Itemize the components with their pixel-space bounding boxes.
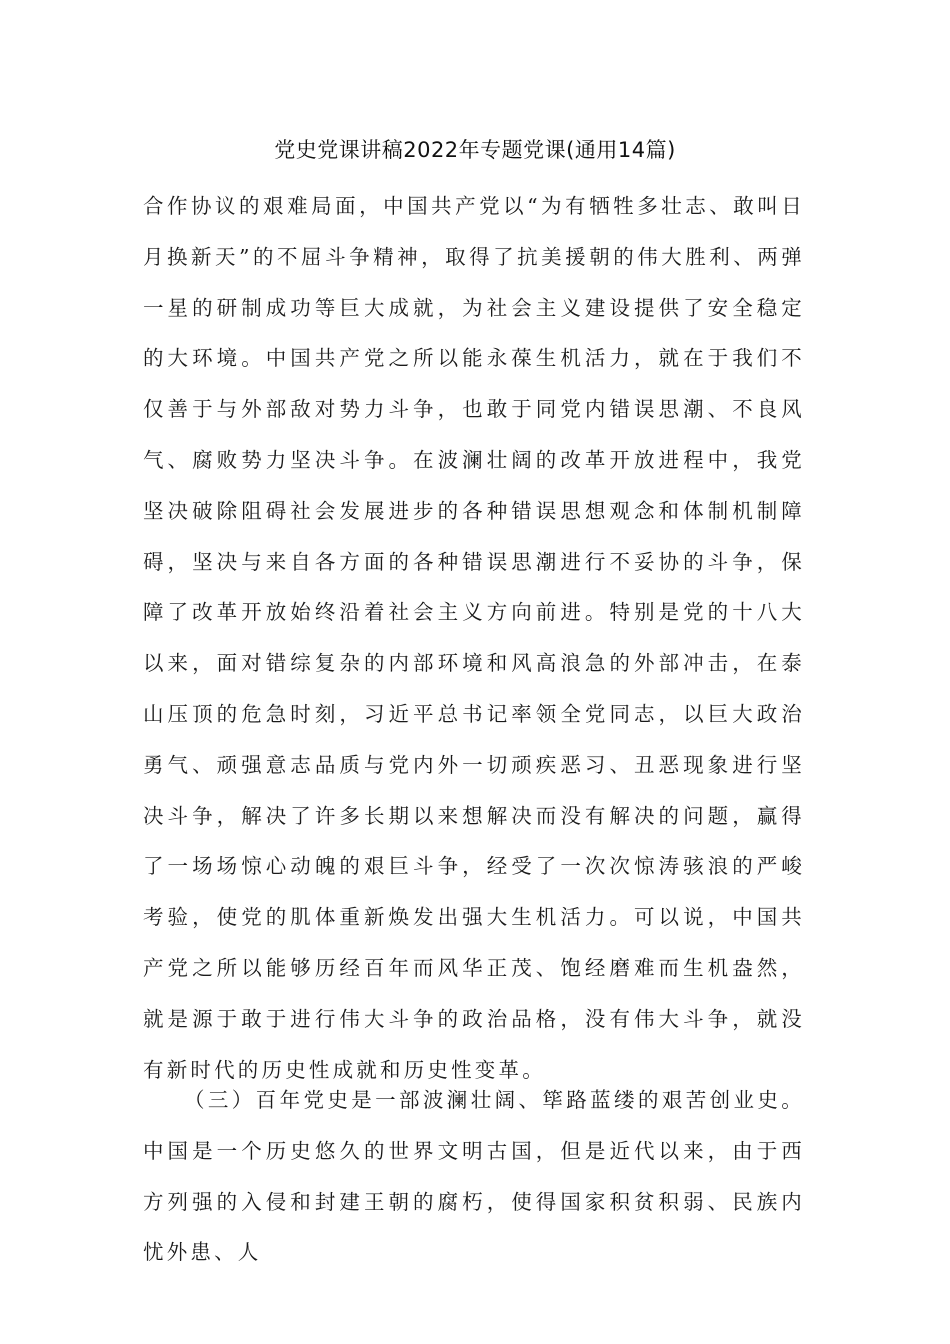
body-paragraph-continuation — [143, 181, 805, 1095]
document-title: 党史党课讲稿2022年专题党课(通用14篇) — [274, 138, 676, 162]
body-paragraph-section-three — [143, 1075, 805, 1278]
paragraph-text: （三）百年党史是一部波澜壮阔、筚路蓝缕的艰苦创业史。中国是一个历史悠久的世界文明古国，但是近代以来，由于西方列强的入侵和封建王朝的腐朽，使得国家积贫积弱、民族内忧外患、人 — [143, 1088, 805, 1265]
paragraph-text: 合作协议的艰难局面，中国共产党以“为有牺牲多壮志、敢叫日月换新天”的不屈斗争精神，取得了抗美援朝的伟大胜利、两弹一星的研制成功等巨大成就，为社会主义建设提供了安全稳定的大环境。中国共产党之所以能永葆生机活力，就在于我们不仅善于与外部敌对势力斗争，也敢于同党内错误思潮、不良风气、腐败势力坚决斗争。在波澜壮阔的改革开放进程中，我党坚决破除阻碍社会发展进步的各种错误思想观念和体制机制障碍，坚决与来自各方面的各种错误思潮进行不妥协的斗争，保障了改革开放始终沿着社会主义方向前进。特别是党的十八大以来，面对错综复杂的内部环境和风高浪急的外部冲击，在泰山压顶的危急时刻，习近平总书记率领全党同志，以巨大政治勇气、顽强意志品质与党内外一切顽疾恶习、丑恶现象进行坚决斗争，解决了许多长期以来想解决而没有解决的问题，赢得了一场场惊心动魄的艰巨斗争，经受了一次次惊涛骇浪的严峻考验，使党的肌体重新焕发出强大生机活力。可以说，中国共产党之所以能够历经百年而风华正茂、饱经磨难而生机盎然，就是源于敢于进行伟大斗争的政治品格，没有伟大斗争，就没有新时代的历史性成就和历史性变革。 — [143, 194, 805, 1082]
